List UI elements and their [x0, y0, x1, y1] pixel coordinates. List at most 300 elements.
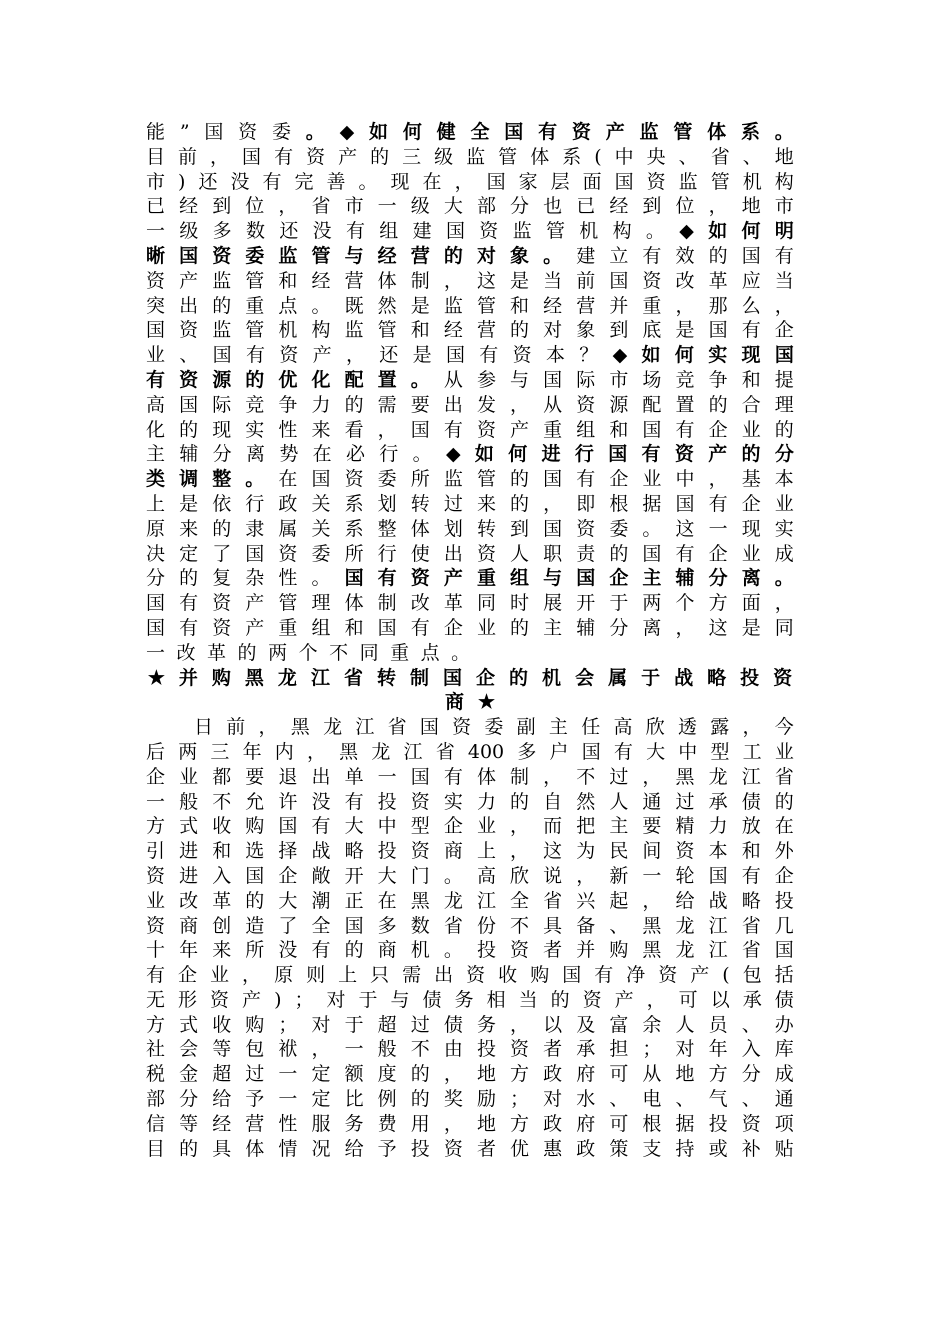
- text-char: 和: [741, 840, 761, 863]
- text-char: 管: [377, 319, 397, 342]
- text-char: 行: [377, 542, 397, 565]
- text-char: 政: [576, 1137, 596, 1160]
- text-char: 龙: [675, 914, 695, 937]
- text-char: 上: [338, 964, 358, 987]
- text-char: 投: [774, 889, 794, 912]
- text-char: 个: [675, 592, 695, 615]
- text-char: 位: [675, 195, 695, 218]
- text-char: 产: [708, 443, 728, 466]
- text-char: 然: [377, 294, 397, 317]
- text-char: ，: [543, 492, 563, 515]
- text-char: 产: [179, 269, 199, 292]
- text-char: 要: [245, 765, 265, 788]
- text-char: 开: [576, 592, 596, 615]
- text-char: 竞: [245, 393, 265, 416]
- text-char: ，: [642, 765, 662, 788]
- text-char: 。: [358, 170, 378, 193]
- text-char: 产: [242, 988, 262, 1011]
- text-char: 与: [344, 244, 364, 267]
- text-char: 需: [377, 393, 397, 416]
- text-char: 露: [710, 716, 730, 739]
- text-char: 到: [212, 195, 232, 218]
- text-char: 从: [543, 393, 563, 416]
- text-char: 及: [576, 1013, 596, 1036]
- text-line: [146, 963, 794, 988]
- text-char: 商: [443, 840, 463, 863]
- text-char: 员: [708, 1013, 728, 1036]
- text-char: 置: [675, 393, 695, 416]
- text-char: 和: [344, 616, 364, 639]
- text-char: 国: [774, 344, 794, 367]
- text-char: 企: [278, 864, 298, 887]
- text-char: 予: [377, 1137, 397, 1160]
- text-char: 型: [410, 815, 430, 838]
- text-line: [146, 988, 794, 1013]
- heading-char: 机: [542, 666, 562, 689]
- heading-char: 战: [674, 666, 694, 689]
- text-char: 本: [708, 840, 728, 863]
- text-char: 高: [476, 864, 496, 887]
- text-char: 成: [774, 1063, 794, 1086]
- text-char: 欣: [510, 864, 530, 887]
- text-char: 一: [146, 220, 166, 243]
- text-char: 实: [443, 790, 463, 813]
- text-char: 商: [179, 914, 199, 937]
- text-line: [146, 765, 794, 790]
- text-char: 的: [370, 145, 390, 168]
- text-char: 监: [678, 170, 698, 193]
- text-char: 原: [146, 517, 166, 540]
- text-char: 产: [312, 344, 332, 367]
- text-char: ；: [510, 1088, 530, 1111]
- text-char: 到: [510, 517, 530, 540]
- text-char: 有: [146, 368, 166, 391]
- text-char: 配: [344, 368, 364, 391]
- text-char: 有: [741, 319, 761, 342]
- text-char: 。: [311, 294, 331, 317]
- text-char: 体: [377, 269, 397, 292]
- text-char: 有: [245, 344, 265, 367]
- text-char: 革: [207, 641, 227, 664]
- text-line: [146, 938, 794, 963]
- text-char: 责: [576, 542, 596, 565]
- text-char: 杂: [245, 567, 265, 590]
- text-char: ，: [675, 616, 695, 639]
- text-char: 资: [452, 716, 472, 739]
- text-char: 竞: [675, 368, 695, 391]
- text-char: 企: [708, 418, 728, 441]
- text-char: 的: [510, 492, 530, 515]
- section-state-assets-questions: [146, 120, 794, 666]
- text-char: 府: [576, 1112, 596, 1135]
- text-char: 系: [562, 145, 582, 168]
- text-char: 可: [609, 1063, 629, 1086]
- text-char: 性: [278, 1112, 298, 1135]
- text-char: 黑: [642, 914, 662, 937]
- text-char: ): [274, 988, 282, 1011]
- text-char: 一: [377, 765, 397, 788]
- text-char: 业: [774, 492, 794, 515]
- text-char: 如: [474, 443, 494, 466]
- text-char: 重: [390, 641, 410, 664]
- text-char: 余: [642, 1013, 662, 1036]
- text-char: 体: [245, 1137, 265, 1160]
- text-char: 的: [510, 616, 530, 639]
- text-char: 项: [774, 1112, 794, 1135]
- text-char: 隶: [245, 517, 265, 540]
- text-char: 资: [344, 468, 364, 491]
- text-char: 出: [443, 393, 463, 416]
- text-char: 国: [179, 244, 199, 267]
- text-char: 略: [344, 840, 364, 863]
- text-char: 的: [245, 368, 265, 391]
- text-char: 资: [212, 244, 232, 267]
- text-char: 400: [467, 740, 505, 763]
- text-char: 方: [708, 1063, 728, 1086]
- text-char: 是: [412, 344, 432, 367]
- text-char: 经: [443, 319, 463, 342]
- text-char: 资: [571, 121, 591, 143]
- text-char: 国: [245, 542, 265, 565]
- text-char: 提: [774, 368, 794, 391]
- text-line: [146, 244, 794, 269]
- text-char: 资: [510, 939, 530, 962]
- text-char: ，: [642, 889, 662, 912]
- text-char: 的: [245, 889, 265, 912]
- text-char: 以: [710, 988, 730, 1011]
- text-char: 资: [146, 269, 166, 292]
- text-char: 国: [675, 492, 695, 515]
- text-char: 国: [344, 567, 364, 590]
- text-char: 超: [377, 1013, 397, 1036]
- text-char: 体: [410, 517, 430, 540]
- text-char: 战: [708, 889, 728, 912]
- text-char: 有: [774, 244, 794, 267]
- text-char: 体: [476, 765, 496, 788]
- text-char: 、: [675, 1088, 695, 1111]
- text-char: ，: [210, 145, 230, 168]
- text-char: 辅: [576, 616, 596, 639]
- text-char: 改: [179, 889, 199, 912]
- text-char: 地: [741, 195, 761, 218]
- text-char: 额: [344, 1063, 364, 1086]
- text-char: ◆: [445, 443, 461, 466]
- text-char: 多: [377, 914, 397, 937]
- text-char: 资: [179, 368, 199, 391]
- text-char: 袱: [278, 1038, 298, 1061]
- text-char: 关: [311, 517, 331, 540]
- text-char: 则: [306, 964, 326, 987]
- text-char: 国: [642, 418, 662, 441]
- text-char: 收: [212, 1013, 232, 1036]
- text-char: 争: [278, 393, 298, 416]
- text-char: 资: [576, 517, 596, 540]
- text-char: 企: [609, 567, 629, 590]
- text-char: 属: [278, 517, 298, 540]
- text-char: 国: [311, 468, 331, 491]
- text-char: 具: [212, 1137, 232, 1160]
- text-char: 一: [642, 864, 662, 887]
- text-char: 分: [741, 1063, 761, 1086]
- text-char: 允: [245, 790, 265, 813]
- text-char: 经: [609, 195, 629, 218]
- text-char: 国: [445, 344, 465, 367]
- text-char: 自: [543, 790, 563, 813]
- text-char: ，: [443, 1112, 463, 1135]
- text-char: 投: [476, 939, 496, 962]
- text-char: 突: [146, 294, 166, 317]
- text-char: 奖: [443, 1088, 463, 1111]
- heading-char: 国: [443, 666, 463, 689]
- text-char: 业: [774, 740, 794, 763]
- text-char: 几: [774, 914, 794, 937]
- text-char: 主: [609, 815, 629, 838]
- text-char: 净: [626, 964, 646, 987]
- text-char: 资: [443, 1137, 463, 1160]
- text-char: 有: [262, 170, 282, 193]
- text-char: 国: [562, 964, 582, 987]
- text-char: 国: [741, 244, 761, 267]
- text-line: [146, 1062, 794, 1087]
- text-char: 经: [179, 195, 199, 218]
- text-char: 税: [146, 1063, 166, 1086]
- text-char: ，: [510, 840, 530, 863]
- text-char: 参: [476, 368, 496, 391]
- text-char: 说: [543, 864, 563, 887]
- text-char: 际: [212, 393, 232, 416]
- text-char: 与: [543, 567, 563, 590]
- text-char: 场: [642, 368, 662, 391]
- text-char: 般: [179, 790, 199, 813]
- text-char: 贴: [774, 1137, 794, 1160]
- text-char: 组: [311, 616, 331, 639]
- text-char: 业: [642, 468, 662, 491]
- text-char: 个: [298, 641, 318, 664]
- text-line: [146, 542, 794, 567]
- text-char: 委: [245, 244, 265, 267]
- text-char: 和: [510, 294, 530, 317]
- section-heilongjiang-article: [146, 715, 794, 1161]
- heading-char: 江: [310, 666, 330, 689]
- text-char: 象: [510, 244, 530, 267]
- text-char: 入: [741, 1038, 761, 1061]
- text-char: 的: [510, 790, 530, 813]
- text-char: 主: [642, 567, 662, 590]
- text-char: 人: [609, 790, 629, 813]
- text-char: 省: [710, 145, 730, 168]
- text-char: 债: [774, 988, 794, 1011]
- text-char: 比: [344, 1088, 364, 1111]
- text-char: 黑: [339, 740, 359, 763]
- text-char: 略: [741, 889, 761, 912]
- text-char: 是: [410, 294, 430, 317]
- text-char: 看: [344, 418, 364, 441]
- text-char: 是: [675, 319, 695, 342]
- text-char: 分: [146, 567, 166, 590]
- text-char: 市: [344, 195, 364, 218]
- text-char: 业: [146, 889, 166, 912]
- text-char: 产: [690, 964, 710, 987]
- text-char: 企: [443, 616, 463, 639]
- text-char: 体: [344, 592, 364, 615]
- text-char: 离: [245, 443, 265, 466]
- text-char: 业: [179, 765, 199, 788]
- text-char: 用: [410, 1112, 430, 1135]
- text-char: 者: [543, 1038, 563, 1061]
- text-char: 数: [245, 220, 265, 243]
- text-line: [146, 1037, 794, 1062]
- text-char: 明: [774, 220, 794, 243]
- text-char: 大: [646, 740, 666, 763]
- text-char: 晰: [146, 244, 166, 267]
- text-char: 如: [708, 220, 728, 243]
- text-char: 单: [344, 765, 364, 788]
- text-char: 分: [609, 616, 629, 639]
- text-char: ，: [454, 170, 474, 193]
- text-char: 时: [510, 592, 530, 615]
- text-char: 有: [708, 492, 728, 515]
- text-char: 行: [379, 443, 399, 466]
- text-char: 有: [410, 616, 430, 639]
- text-char: 不: [410, 1038, 430, 1061]
- text-char: 投: [708, 1112, 728, 1135]
- text-char: 和: [741, 368, 761, 391]
- text-char: 营: [410, 244, 430, 267]
- text-char: 据: [675, 1112, 695, 1135]
- text-char: 完: [294, 170, 314, 193]
- text-char: 惠: [543, 1137, 563, 1160]
- text-line: [146, 318, 794, 343]
- text-char: 复: [212, 567, 232, 590]
- text-char: 承: [742, 988, 762, 1011]
- text-char: 企: [609, 468, 629, 491]
- text-char: 产: [605, 121, 625, 143]
- text-char: 有: [345, 220, 365, 243]
- text-char: 资: [179, 319, 199, 342]
- heading-char: 资: [773, 666, 793, 689]
- text-char: 面: [741, 592, 761, 615]
- text-char: ；: [278, 1013, 298, 1036]
- text-char: 方: [146, 1013, 166, 1036]
- text-char: 中: [675, 468, 695, 491]
- text-char: 式: [179, 815, 199, 838]
- text-char: 转: [410, 492, 430, 515]
- text-char: 龙: [708, 765, 728, 788]
- text-char: 理: [311, 592, 331, 615]
- text-char: 出: [434, 964, 454, 987]
- text-char: 等: [179, 1112, 199, 1135]
- text-char: 资: [279, 344, 299, 367]
- text-char: 市: [609, 368, 629, 391]
- text-char: 资: [476, 418, 496, 441]
- text-char: 给: [344, 1137, 364, 1160]
- text-char: 经: [377, 244, 397, 267]
- text-char: 点: [278, 294, 298, 317]
- text-char: 。: [642, 517, 662, 540]
- text-char: 者: [543, 939, 563, 962]
- text-char: 体: [707, 121, 727, 143]
- text-char: 金: [179, 1063, 199, 1086]
- text-char: 当: [543, 269, 563, 292]
- text-char: 管: [245, 269, 265, 292]
- text-char: 有: [311, 939, 331, 962]
- text-line: [146, 1112, 794, 1137]
- text-char: 能: [146, 121, 166, 143]
- text-char: 。: [443, 864, 463, 887]
- text-char: 情: [278, 1137, 298, 1160]
- text-char: 管: [673, 121, 693, 143]
- text-char: 委: [271, 121, 291, 143]
- heading-char: 黑: [244, 666, 264, 689]
- text-char: 况: [311, 1137, 331, 1160]
- text-char: 原: [274, 964, 294, 987]
- text-char: 争: [708, 368, 728, 391]
- text-char: ，: [708, 468, 728, 491]
- text-char: 一: [344, 1038, 364, 1061]
- text-char: 管: [278, 592, 298, 615]
- text-char: 大: [377, 864, 397, 887]
- text-char: 以: [543, 1013, 563, 1036]
- text-char: 类: [146, 468, 166, 491]
- text-char: 这: [708, 616, 728, 639]
- text-line: [146, 219, 794, 244]
- text-char: 购: [245, 815, 265, 838]
- text-char: 在: [312, 443, 332, 466]
- text-char: 已: [146, 195, 166, 218]
- text-char: 产: [510, 418, 530, 441]
- text-char: 一: [708, 517, 728, 540]
- text-char: 。: [245, 468, 265, 491]
- text-char: 委: [609, 517, 629, 540]
- text-line: [146, 1137, 794, 1162]
- text-char: 效: [675, 244, 695, 267]
- text-char: 只: [370, 964, 390, 987]
- text-char: 包: [742, 964, 762, 987]
- text-char: 有: [146, 964, 166, 987]
- text-char: 何: [674, 344, 694, 367]
- text-char: 同: [774, 616, 794, 639]
- text-char: ◆: [679, 220, 694, 243]
- text-char: 过: [675, 790, 695, 813]
- text-char: 资: [674, 443, 694, 466]
- text-char: 资: [741, 1112, 761, 1135]
- text-char: 何: [402, 121, 422, 143]
- text-char: 资: [646, 170, 666, 193]
- text-char: ，: [576, 864, 596, 887]
- text-char: 在: [422, 170, 442, 193]
- text-char: 江: [355, 716, 375, 739]
- text-char: 国: [146, 319, 166, 342]
- text-char: 业: [741, 542, 761, 565]
- text-char: 本: [774, 468, 794, 491]
- text-char: 由: [443, 1038, 463, 1061]
- text-char: 库: [774, 1038, 794, 1061]
- text-line: [146, 641, 794, 666]
- text-char: ”: [179, 121, 190, 143]
- text-char: 为: [576, 840, 596, 863]
- text-char: ，: [258, 716, 278, 739]
- text-char: 系: [344, 492, 364, 515]
- text-char: 营: [476, 319, 496, 342]
- text-char: 省: [443, 914, 463, 937]
- text-char: 力: [708, 815, 728, 838]
- text-char: ，: [543, 765, 563, 788]
- text-char: 机: [742, 170, 762, 193]
- text-char: 国: [543, 368, 563, 391]
- text-char: 的: [708, 393, 728, 416]
- text-char: 要: [642, 815, 662, 838]
- text-char: 具: [543, 914, 563, 937]
